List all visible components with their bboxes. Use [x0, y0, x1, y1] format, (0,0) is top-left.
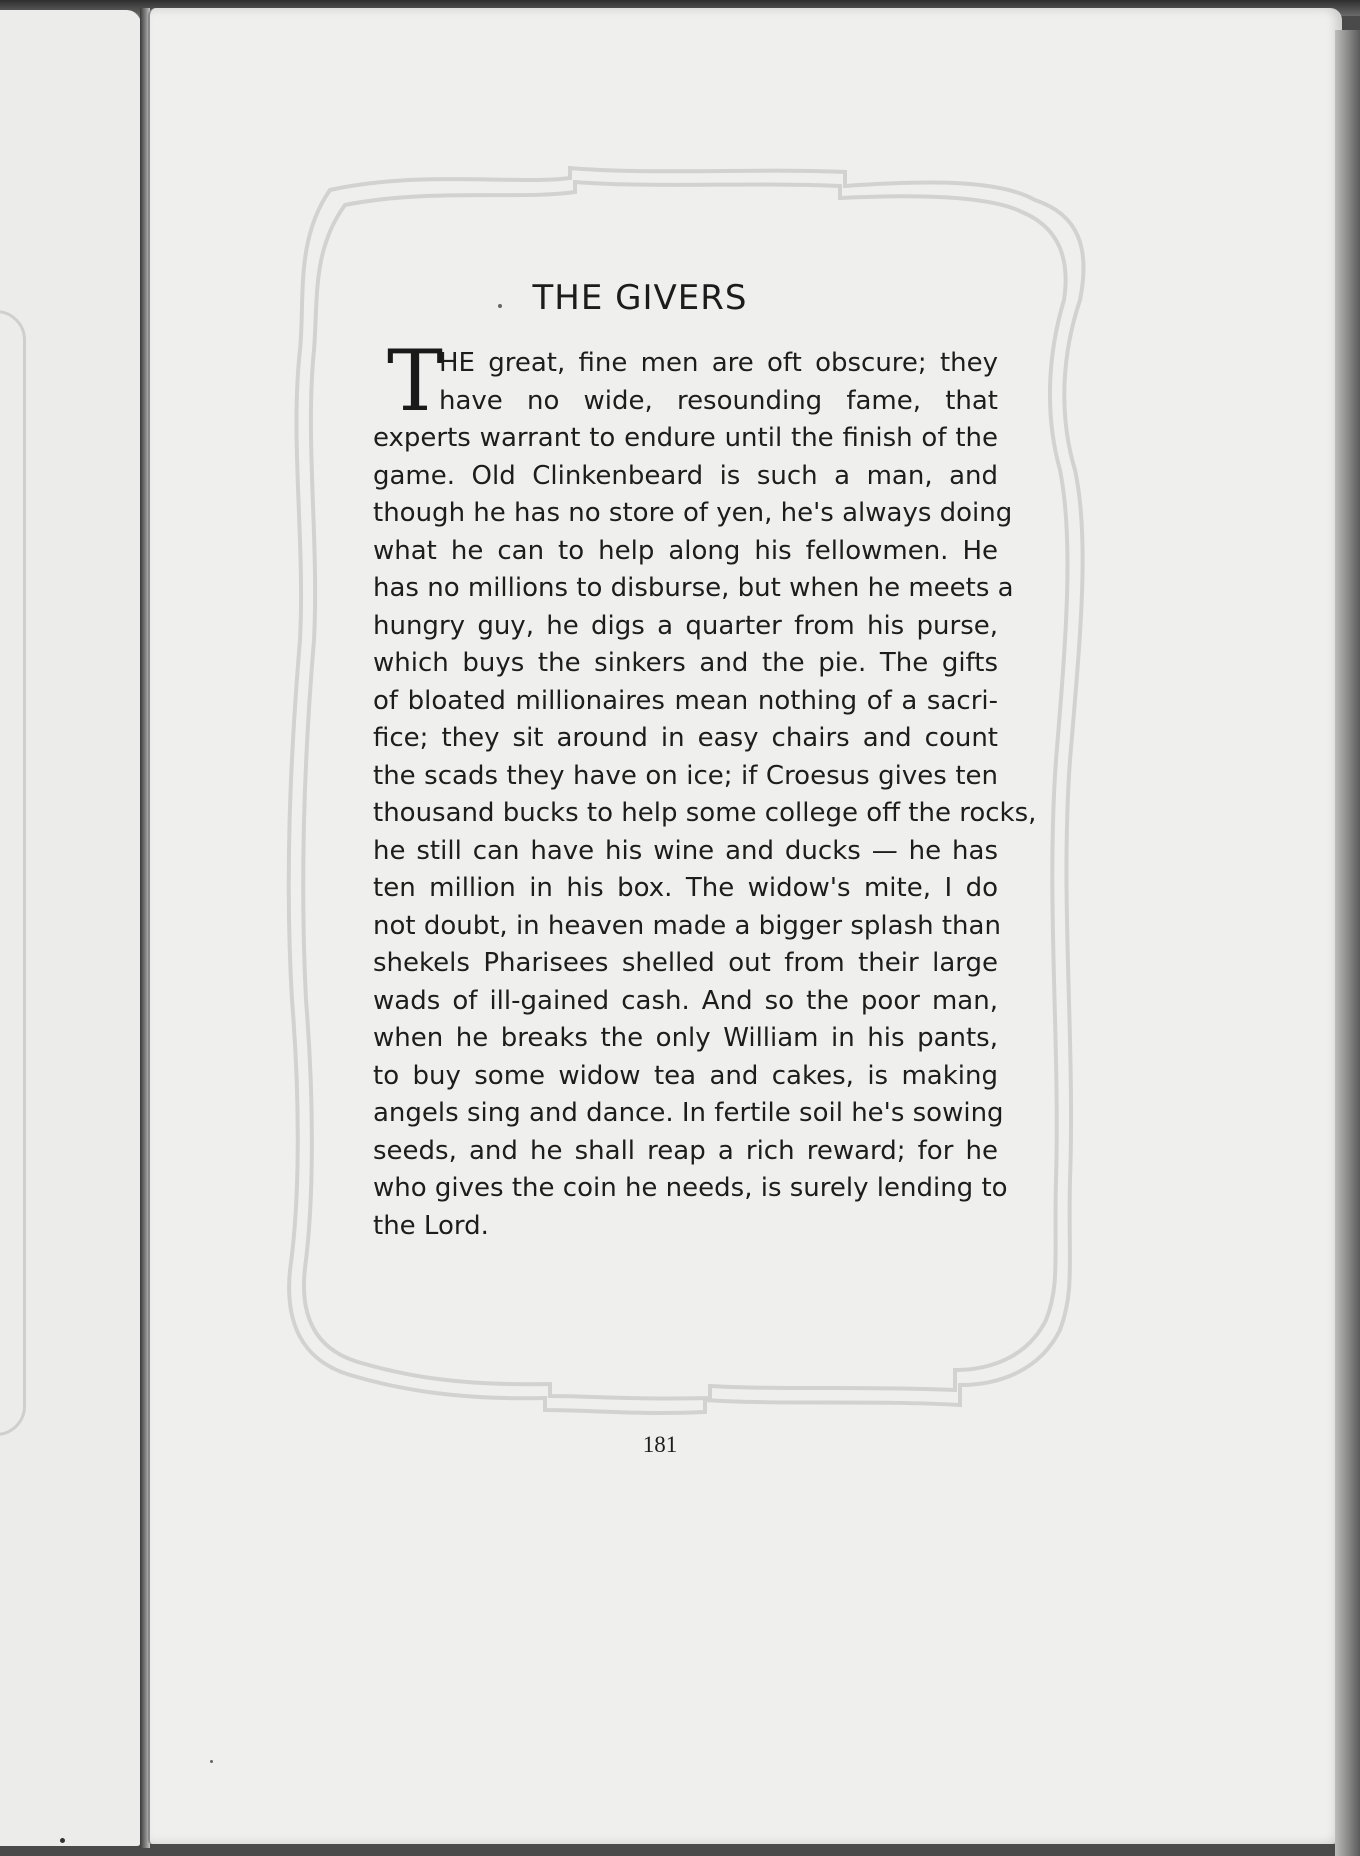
page-number: 181	[642, 1432, 678, 1457]
text-line: though he has no store of yen, he's always doing	[373, 498, 1013, 528]
text-line: have no wide, resounding fame, that	[439, 385, 998, 416]
poem-body	[373, 332, 1037, 1245]
text-line: to buy some widow tea and cakes, is making	[373, 1060, 998, 1091]
dust-speck	[60, 1838, 65, 1843]
page-title: THE GIVERS	[532, 278, 748, 318]
dust-speck	[210, 1760, 213, 1763]
text-line: hungry guy, he digs a quarter from his purse,	[373, 610, 998, 641]
text-line: seeds, and he shall reap a rich reward; for he	[373, 1135, 998, 1166]
text-line: not doubt, in heaven made a bigger splash than	[373, 910, 1001, 941]
text-line: shekels Pharisees shelled out from their large	[373, 948, 998, 978]
text-line: ten million in his box. The widow's mite, I do	[373, 873, 998, 903]
drop-cap: T	[387, 332, 444, 430]
text-line: who gives the coin he needs, is surely lending to	[373, 1173, 1008, 1203]
page-edge-right	[1335, 30, 1360, 1856]
dust-speck	[498, 304, 502, 308]
text-line: when he breaks the only William in his pants,	[373, 1023, 998, 1053]
text-line: experts warrant to endure until the finish of the	[373, 423, 998, 453]
text-line: the Lord.	[373, 1210, 489, 1241]
text-line: thousand bucks to help some college off the rocks,	[373, 798, 1037, 828]
text-line: of bloated millionaires mean nothing of a sacri-	[373, 685, 998, 716]
text-line: the scads they have on ice; if Croesus gives ten	[373, 760, 998, 791]
text-line: HE great, fine men are oft obscure; they	[439, 348, 998, 378]
text-line: game. Old Clinkenbeard is such a man, and	[373, 460, 998, 491]
text-line: he still can have his wine and ducks — he has	[373, 835, 998, 866]
text-line: which buys the sinkers and the pie. The gifts	[373, 648, 998, 678]
text-line: wads of ill-gained cash. And so the poor man,	[373, 985, 998, 1016]
text-line: angels sing and dance. In fertile soil he's sowing	[373, 1098, 1004, 1128]
facing-page-ornament	[0, 310, 26, 1436]
text-line: what he can to help along his fellowmen. He	[373, 535, 998, 566]
text-line: fice; they sit around in easy chairs and count	[373, 723, 998, 753]
facing-page-left	[0, 10, 145, 1846]
text-line: has no millions to disburse, but when he meets a	[373, 573, 1014, 603]
